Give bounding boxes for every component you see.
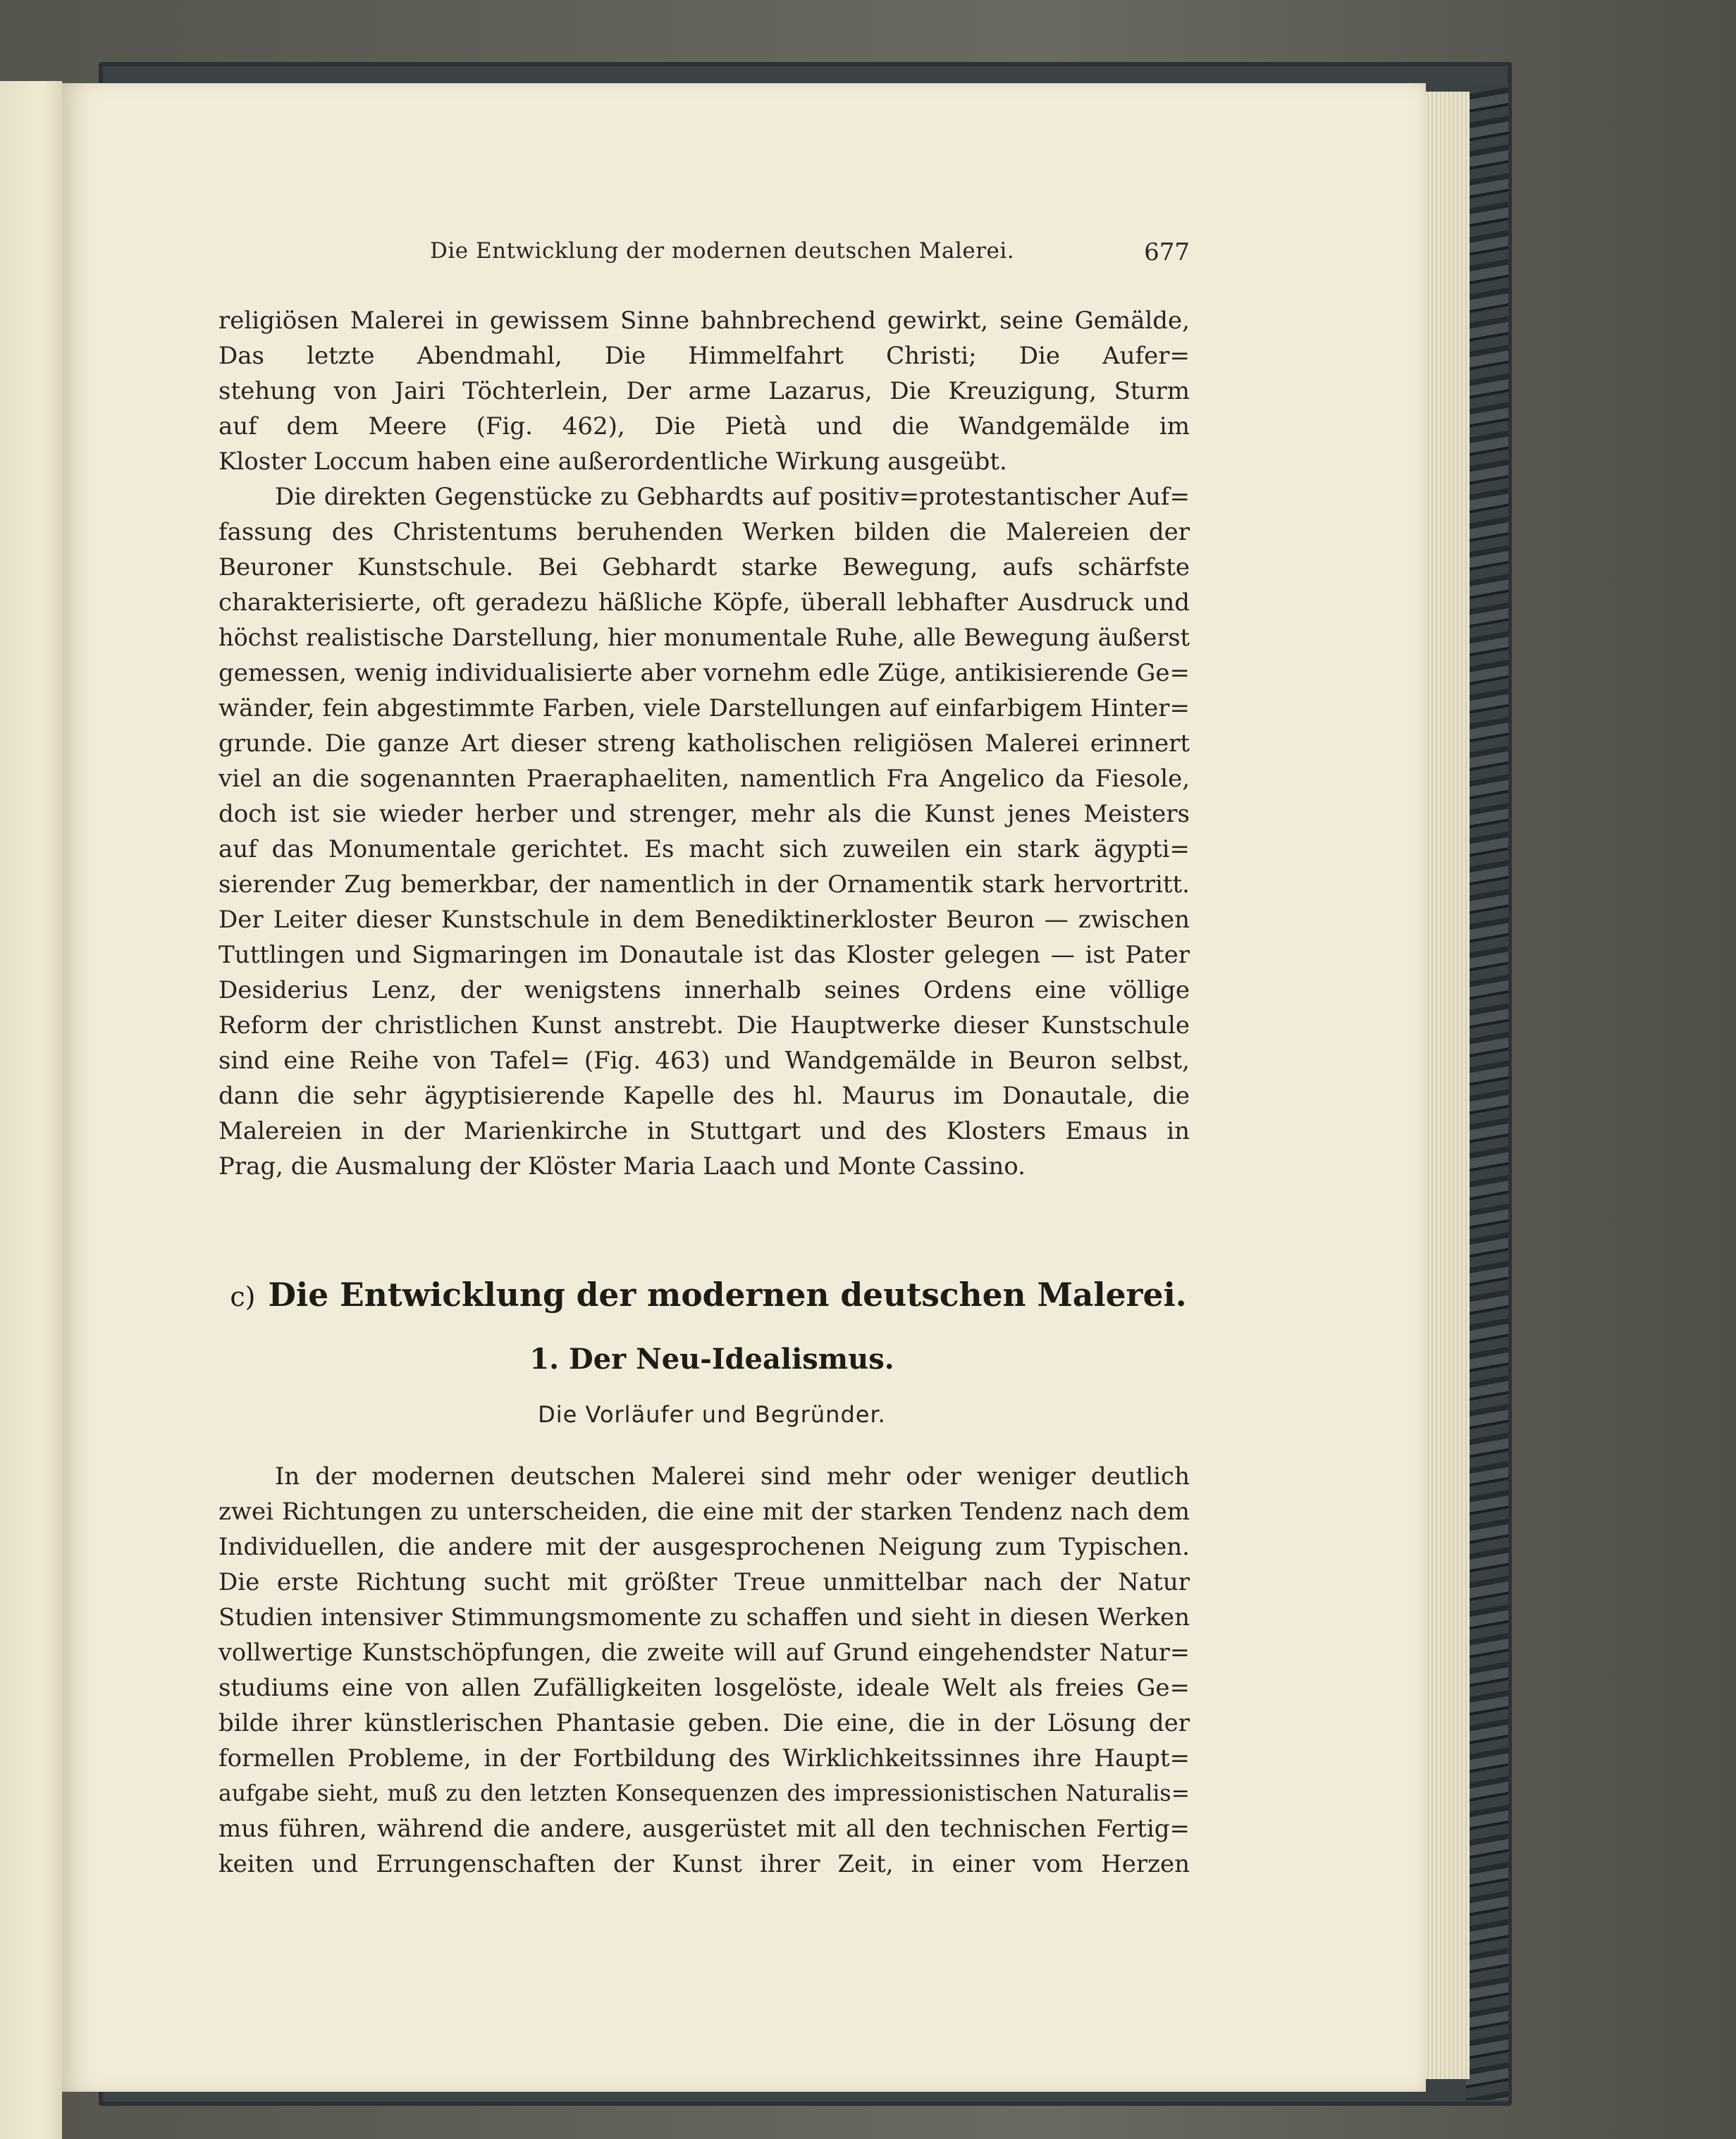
text-line: höchst realistische Darstellung, hier monumentale Ruhe, alle Bewegung äußerst <box>218 624 1190 651</box>
text-line: auf das Monumentale gerichtet. Es macht sich zuweilen ein stark ägypti= <box>218 835 1190 863</box>
text-line: dann die sehr ägyptisierende Kapelle des hl. Maurus im Donautale, die <box>218 1082 1190 1110</box>
text-line: grunde. Die ganze Art dieser streng katholischen religiösen Malerei erinnert <box>218 729 1190 758</box>
text-line: Kloster Loccum haben eine außerordentliche Wirkung ausgeübt. <box>218 448 1007 476</box>
text-line: viel an die sogenannten Praeraphaeliten, namentlich Fra Angelico da Fiesole, <box>218 765 1190 793</box>
section-letter: c) <box>230 1281 256 1312</box>
text-line: Reform der christlichen Kunst anstrebt. Die Hauptwerke dieser Kunstschule <box>218 1011 1190 1040</box>
section-title: Die Entwicklung der modernen deutschen Malerei. <box>268 1276 1187 1314</box>
text-line: Beuroner Kunstschule. Bei Gebhardt starke Bewegung, aufs schärfste <box>218 553 1190 581</box>
text-line: keiten und Errungenschaften der Kunst ihrer Zeit, in einer vom Herzen <box>218 1850 1190 1878</box>
section-heading <box>229 1276 1188 1332</box>
text-line: vollwertige Kunstschöpfungen, die zweite will auf Grund eingehendster Natur= <box>218 1639 1190 1666</box>
text-line: bilde ihrer künstlerischen Phantasie geben. Die eine, die in der Lösung der <box>218 1709 1190 1737</box>
text-line: Desiderius Lenz, der wenigstens innerhalb seines Ordens eine völlige <box>218 976 1190 1004</box>
text-line: auf dem Meere (Fig. 462), Die Pietà und die Wandgemälde im <box>218 412 1190 440</box>
running-title: Die Entwicklung der modernen deutschen Malerei. <box>430 238 1015 264</box>
text-line: stehung von Jairi Töchterlein, Der arme Lazarus, Die Kreuzigung, Sturm <box>218 377 1190 405</box>
text-line: aufgabe sieht, muß zu den letzten Konsequenzen des impressionistischen Naturalis= <box>218 1781 1190 1806</box>
text-line: In der modernen deutschen Malerei sind mehr oder weniger deutlich <box>275 1462 1190 1491</box>
page-number: 677 <box>1144 238 1190 266</box>
marbled-edge <box>1466 85 1508 2100</box>
text-line: wänder, fein abgestimmte Farben, viele Darstellungen auf einfarbigem Hinter= <box>218 694 1190 722</box>
text-line: Die direkten Gegenstücke zu Gebhardts auf positiv=protestantischer Auf= <box>275 483 1190 511</box>
text-line: zwei Richtungen zu unterscheiden, die eine mit der starken Tendenz nach dem <box>218 1498 1190 1526</box>
text-line: Das letzte Abendmahl, Die Himmelfahrt Christi; Die Aufer= <box>218 342 1190 370</box>
text-line: fassung des Christentums beruhenden Werken bilden die Malereien der <box>218 518 1190 546</box>
text-line: Tuttlingen und Sigmaringen im Donautale ist das Kloster gelegen — ist Pater <box>218 941 1190 969</box>
previous-page-edge <box>0 81 62 2139</box>
text-line: religiösen Malerei in gewissem Sinne bahnbrechend gewirkt, seine Gemälde, <box>218 307 1190 335</box>
text-line: Malereien in der Marienkirche in Stuttgart und des Klosters Emaus in <box>218 1117 1190 1145</box>
subsubsection-heading: Die Vorläufer und Begründer. <box>538 1401 886 1428</box>
text-line: sind eine Reihe von Tafel= (Fig. 463) und Wandgemälde in Beuron selbst, <box>218 1047 1190 1075</box>
text-line: Studien intensiver Stimmungsmomente zu schaffen und sieht in diesen Werken <box>218 1603 1190 1632</box>
text-line: charakterisierte, oft geradezu häßliche Köpfe, überall lebhafter Ausdruck und <box>218 588 1190 617</box>
text-line: mus führen, während die andere, ausgerüstet mit all den technischen Fertig= <box>218 1815 1190 1843</box>
page-stack-edge <box>1420 92 1470 2079</box>
text-line: Der Leiter dieser Kunstschule in dem Benediktinerkloster Beuron — zwischen <box>218 906 1190 934</box>
text-line: sierender Zug bemerkbar, der namentlich in der Ornamentik stark hervortritt. <box>218 870 1190 899</box>
text-line: studiums eine von allen Zufälligkeiten losgelöste, ideale Welt als freies Ge= <box>218 1674 1190 1702</box>
subsection-heading: 1. Der Neu-Idealismus. <box>529 1343 894 1376</box>
text-line: doch ist sie wieder herber und strenger, mehr als die Kunst jenes Meisters <box>218 800 1190 828</box>
text-line: Individuellen, die andere mit der ausgesprochenen Neigung zum Typischen. <box>218 1533 1190 1561</box>
text-line: Die erste Richtung sucht mit größter Treue unmittelbar nach der Natur <box>218 1568 1190 1596</box>
text-line: gemessen, wenig individualisierte aber vornehm edle Züge, antikisierende Ge= <box>218 659 1190 687</box>
text-line: formellen Probleme, in der Fortbildung des Wirklichkeitssinnes ihre Haupt= <box>218 1744 1190 1773</box>
text-line: Prag, die Ausmalung der Klöster Maria Laach und Monte Cassino. <box>218 1152 1026 1181</box>
